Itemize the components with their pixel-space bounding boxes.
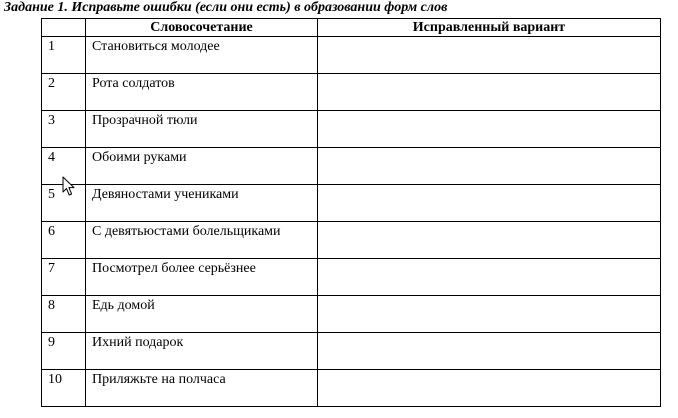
row-phrase: Прозрачной тюли bbox=[86, 111, 318, 148]
exercise-table bbox=[41, 18, 661, 407]
header-number bbox=[42, 19, 86, 37]
row-corrected-cell[interactable] bbox=[318, 222, 661, 259]
table-row bbox=[42, 259, 661, 296]
row-phrase: Становиться молодее bbox=[86, 37, 318, 74]
table-row bbox=[42, 222, 661, 259]
row-phrase: Обоими руками bbox=[86, 148, 318, 185]
table-row bbox=[42, 111, 661, 148]
row-number: 2 bbox=[42, 74, 86, 111]
row-number: 7 bbox=[42, 259, 86, 296]
table-row bbox=[42, 74, 661, 111]
row-phrase: Приляжьте на полчаса bbox=[86, 370, 318, 407]
row-corrected-cell[interactable] bbox=[318, 37, 661, 74]
row-number: 1 bbox=[42, 37, 86, 74]
table-header-row bbox=[42, 19, 661, 37]
row-number: 10 bbox=[42, 370, 86, 407]
table-row bbox=[42, 148, 661, 185]
row-corrected-cell[interactable] bbox=[318, 333, 661, 370]
row-corrected-cell[interactable] bbox=[318, 185, 661, 222]
row-corrected-cell[interactable] bbox=[318, 111, 661, 148]
row-phrase: Ихний подарок bbox=[86, 333, 318, 370]
row-phrase: Девяностами учениками bbox=[86, 185, 318, 222]
row-phrase: Посмотрел более серьёзнее bbox=[86, 259, 318, 296]
table-row bbox=[42, 370, 661, 407]
row-number: 3 bbox=[42, 111, 86, 148]
row-corrected-cell[interactable] bbox=[318, 148, 661, 185]
row-number: 4 bbox=[42, 148, 86, 185]
row-number: 5 bbox=[42, 185, 86, 222]
mouse-pointer-icon bbox=[62, 176, 76, 198]
header-corrected: Исправленный вариант bbox=[318, 19, 661, 37]
row-corrected-cell[interactable] bbox=[318, 74, 661, 111]
table-row bbox=[42, 296, 661, 333]
row-number: 6 bbox=[42, 222, 86, 259]
row-phrase: С девятьюстами болельщиками bbox=[86, 222, 318, 259]
row-number: 8 bbox=[42, 296, 86, 333]
row-corrected-cell[interactable] bbox=[318, 296, 661, 333]
header-phrase: Словосочетание bbox=[86, 19, 318, 37]
row-number: 9 bbox=[42, 333, 86, 370]
table-row bbox=[42, 37, 661, 74]
row-corrected-cell[interactable] bbox=[318, 370, 661, 407]
task-title: Задание 1. Исправьте ошибки (если они есть) в образовании форм слов bbox=[4, 0, 448, 15]
row-corrected-cell[interactable] bbox=[318, 259, 661, 296]
row-phrase: Рота солдатов bbox=[86, 74, 318, 111]
table-row bbox=[42, 333, 661, 370]
row-phrase: Едь домой bbox=[86, 296, 318, 333]
table-row bbox=[42, 185, 661, 222]
